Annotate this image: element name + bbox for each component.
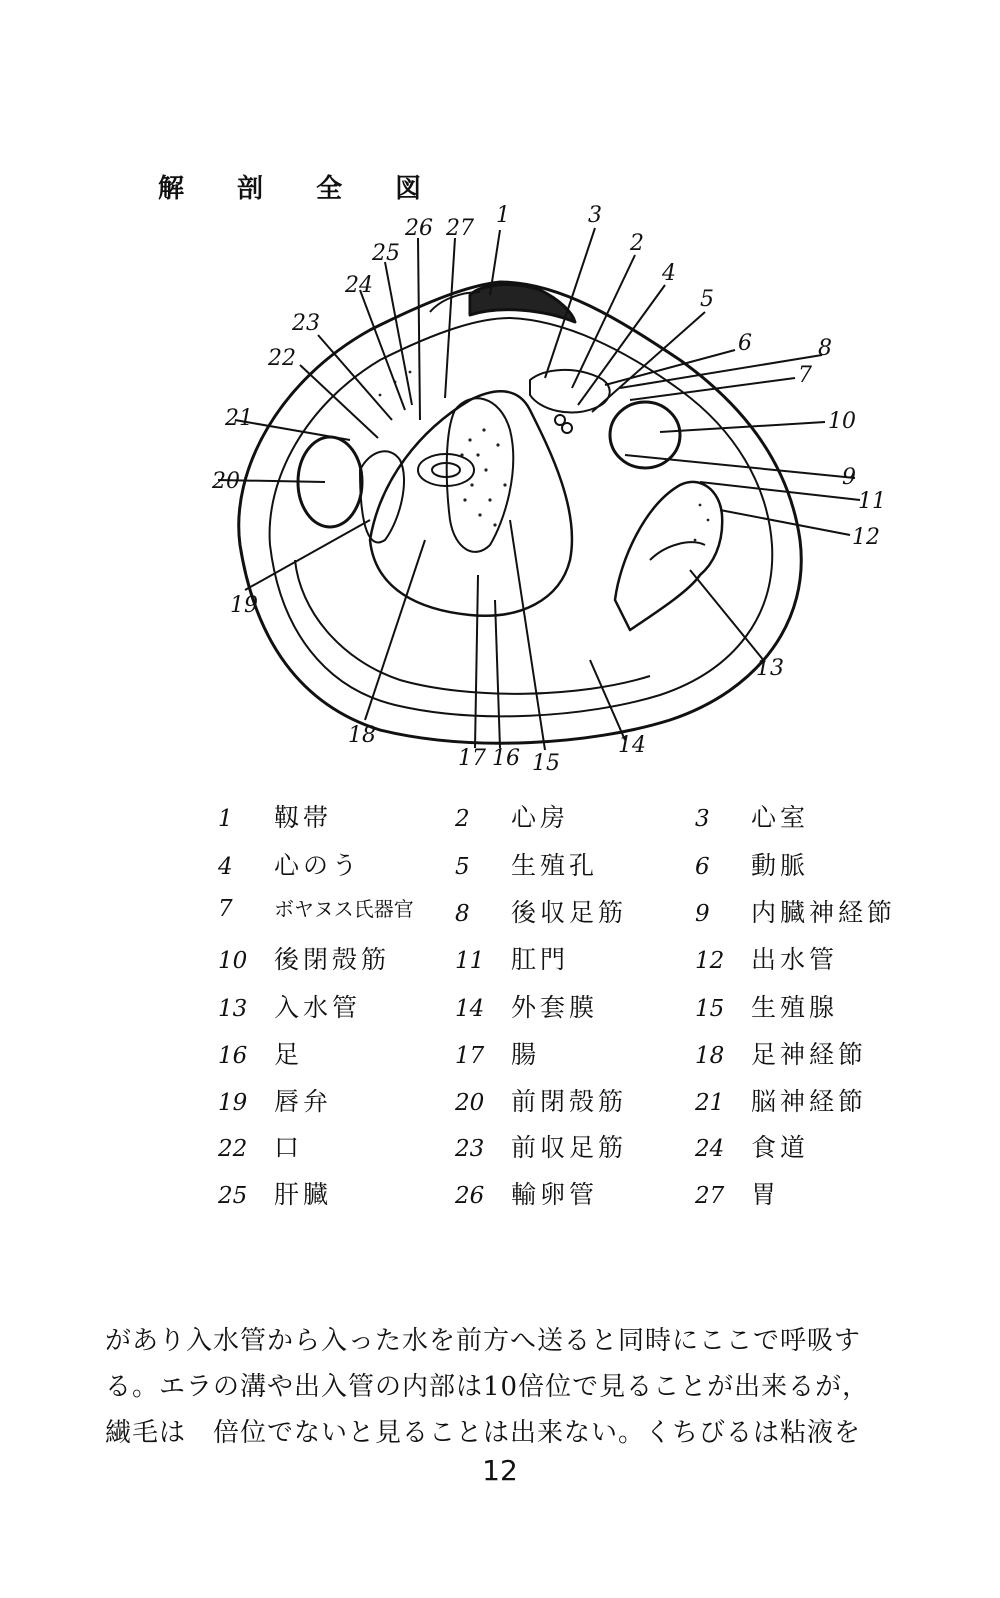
legend-item: 8 後収足筋 [455,898,628,927]
figure-label-11: 11 [858,489,886,514]
legend-item: 17 腸 [455,1040,541,1069]
figure-label-3: 3 [588,203,602,228]
legend-item: 23 前収足筋 [455,1133,628,1162]
body-paragraph [105,1318,955,1456]
figure-label-4: 4 [662,261,676,286]
legend-item: 2 心房 [455,803,570,832]
figure-label-14: 14 [618,733,646,758]
legend-item: 6 動脈 [695,851,810,880]
figure-label-2: 2 [630,231,644,256]
figure-label-20: 20 [212,469,240,494]
legend-item: 9 内臓神経節 [695,898,897,927]
legend-item: 16 足 [218,1040,304,1069]
figure-label-23: 23 [292,311,320,336]
figure-label-15: 15 [532,751,560,776]
legend-item: 11 肛門 [455,945,570,974]
figure-label-12: 12 [852,525,880,550]
figure-label-9: 9 [842,465,856,490]
figure-label-22: 22 [268,346,296,371]
figure-label-8: 8 [818,336,832,361]
figure-label-7: 7 [798,363,812,388]
figure-label-13: 13 [756,656,784,681]
figure-label-17: 17 [458,746,486,771]
legend-item: 5 生殖孔 [455,851,599,880]
legend-item: 12 出水管 [695,945,839,974]
body-line: があり入水管から入った水を前方へ送ると同時にここで呼吸す [105,1326,862,1356]
figure-label-19: 19 [230,593,258,618]
legend-item: 21 脳神経節 [695,1087,868,1116]
figure-label-24: 24 [345,273,373,298]
figure-label-25: 25 [372,241,400,266]
legend-item: 4 心のう [218,851,362,880]
page-number: 12 [482,1454,518,1487]
legend-item: 3 心室 [695,803,810,832]
figure-label-18: 18 [348,723,376,748]
figure-label-16: 16 [492,746,520,771]
legend-item: 14 外套膜 [455,993,599,1022]
legend-item: 26 輸卵管 [455,1180,599,1209]
body-line: る。エラの溝や出入管の内部は10倍位で見ることが出来るが， [105,1372,870,1402]
legend-item: 24 食道 [695,1133,810,1162]
legend-item: 7 ボヤヌス氏器官 [218,896,414,922]
legend-item: 27 胃 [695,1180,781,1209]
legend-item: 18 足神経節 [695,1040,868,1069]
figure-label-21: 21 [225,406,253,431]
figure-label-5: 5 [700,287,714,312]
page-title: 解 剖 全 図 [158,174,444,204]
legend-item: 25 肝臓 [218,1180,333,1209]
legend-item: 15 生殖腺 [695,993,839,1022]
legend-item: 19 唇弁 [218,1087,333,1116]
figure-label-6: 6 [738,331,752,356]
legend-item: 20 前閉殻筋 [455,1087,628,1116]
legend-item: 22 口 [218,1133,304,1162]
legend-item: 10 後閉殻筋 [218,945,391,974]
figure-label-10: 10 [828,409,856,434]
legend-item: 13 入水管 [218,993,362,1022]
figure-label-27: 27 [446,216,474,241]
legend-item: 1 靱帯 [218,803,333,832]
figure-label-26: 26 [405,216,433,241]
figure-label-1: 1 [496,203,510,228]
body-line: 繊毛は 倍位でないと見ることは出来ない。くちびるは粘液を [105,1418,862,1448]
